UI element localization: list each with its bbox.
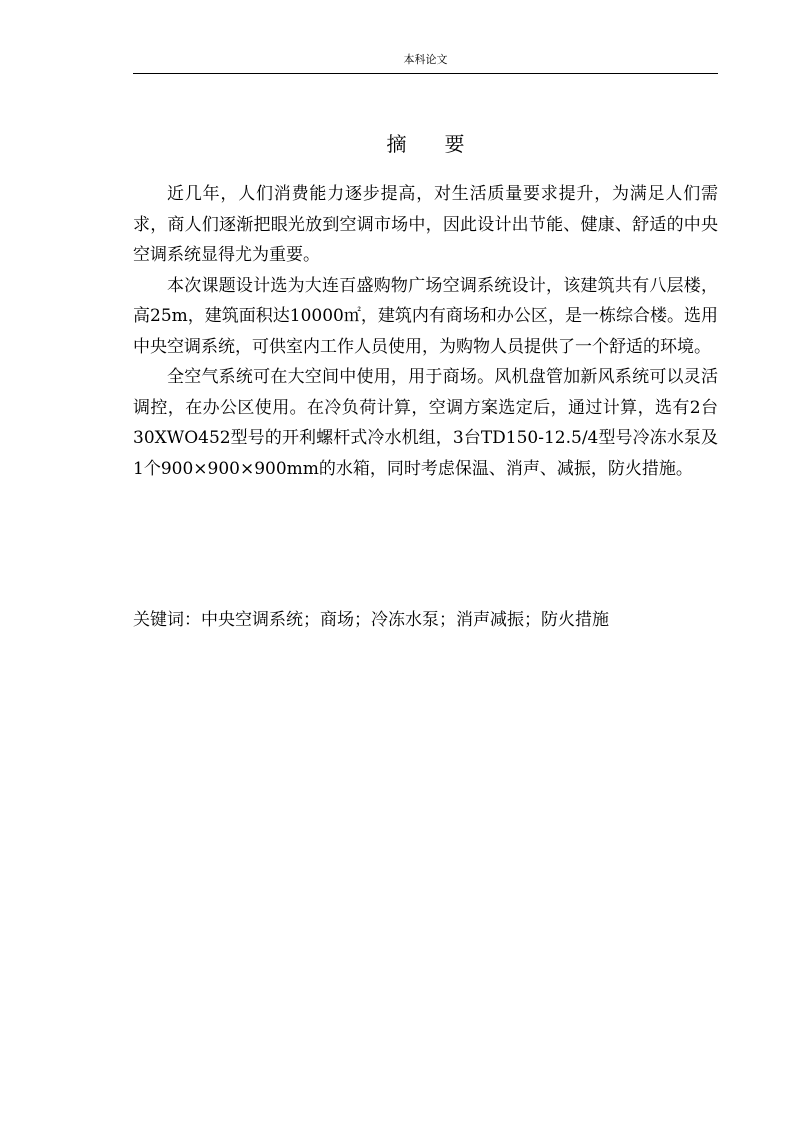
keywords-label: 关键词：	[133, 610, 201, 630]
abstract-title: 摘要	[386, 132, 503, 156]
header-rule	[133, 73, 718, 74]
abstract-paragraph-2: 本次课题设计选为大连百盛购物广场空调系统设计，该建筑共有八层楼，高25m，建筑面积达10000㎡，建筑内有商场和办公区，是一栋综合楼。选用中央空调系统，可供室内工作人员使用，为购物人员提供了一个舒适的环境。	[133, 275, 718, 357]
abstract-paragraph-3: 全空气系统可在大空间中使用，用于商场。风机盘管加新风系统可以灵活调控，在办公区使用。在冷负荷计算，空调方案选定后，通过计算，选有2台30XWO452型号的开利螺杆式冷水机组，3台TD150-12.5/4型号冷冻水泵及1个900×900×900mm的水箱，同时考虑保温、消声、减振，防火措施。	[133, 367, 718, 479]
abstract-paragraph-1: 近几年，人们消费能力逐步提高，对生活质量要求提升，为满足人们需求，商人们逐渐把眼光放到空调市场中，因此设计出节能、健康、舒适的中央空调系统显得尤为重要。	[133, 184, 718, 265]
abstract-body	[133, 179, 718, 484]
keywords-line	[133, 606, 718, 634]
keywords-text: 中央空调系统；商场；冷冻水泵；消声减振；防火措施	[201, 610, 609, 630]
running-header: 本科论文	[403, 53, 448, 66]
